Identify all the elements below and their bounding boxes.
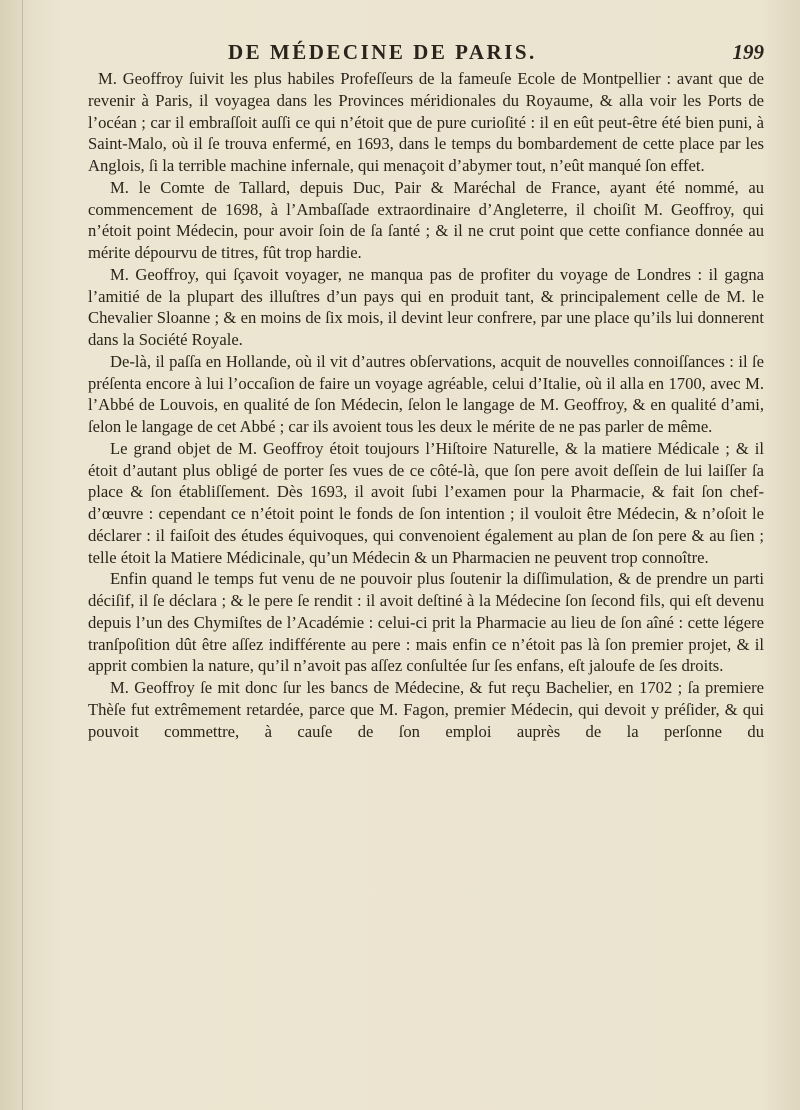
paragraph-5: Le grand objet de M. Geoffroy étoit toujours l’Hiſtoire Naturelle, & la matiere Médicale ; & il étoit d’autant plus obligé de porter ſes vues de ce côté-là, que ſon pere avoit deſſein de lui laiſſer ſa place & ſon établiſſement. Dès 1693, il avoit ſubi l’examen pour la Pharmacie, & fait ſon chef-d’œuvre : cependant ce n’étoit point le fonds de ſon intention ; il vouloit être Médecin, & n’oſoit le déclarer : il faiſoit des études équivoques, qui convenoient également au plan de ſon pere & au ſien ; telle étoit la Matiere Médicinale, qu’un Médecin & un Pharmacien ne peuvent trop connoître. [88,438,764,567]
page-number: 199 [732,40,764,64]
paragraph-7: M. Geoffroy ſe mit donc ſur les bancs de Médecine, & fut reçu Bachelier, en 1702 ; ſa premiere Thèſe fut extrêmement retardée, parce que M. Fagon, premier Médecin, qui devoit y préſider, & qui pouvoit commettre, à cauſe de ſon emploi auprès de la perſonne du [88,678,764,741]
text-block [88,68,764,742]
paragraph-1: M. Geoffroy ſuivit les plus habiles Profeſſeurs de la fameuſe Ecole de Montpellier : avant que de revenir à Paris, il voyagea dans les Provinces méridionales du Royaume, & alla voir les Ports de l’océan ; car il embraſſoit auſſi ce qui n’étoit que de pure curioſité : il en eût peut-être été bien puni, à Saint-Malo, où il ſe trouva enfermé, en 1693, dans le temps du bombardement de cette place par les Anglois, ſi la terrible machine infernale, qui menaçoit d’abymer tout, n’eût manqué ſon effet. [88,69,764,175]
running-head [88,40,764,66]
paragraph-3: M. Geoffroy, qui ſçavoit voyager, ne manqua pas de profiter du voyage de Londres : il gagna l’amitié de la plupart des illuſtres d’un pays qui en produit tant, & principalement celle de M. le Chevalier Sloanne ; & en moins de ſix mois, il devint leur confrere, par une place qu’ils lui donnerent dans la Société Royale. [88,264,764,349]
paragraph-4: De-là, il paſſa en Hollande, où il vit d’autres obſervations, acquit de nouvelles connoiſſances : il ſe préſenta encore à lui l’occaſion de faire un voyage agréable, celui d’Italie, où il alla en 1700, avec M. l’Abbé de Louvois, en qualité de ſon Médecin, ſelon le langage de M. Geoffroy, & en qualité d’ami, ſelon le langage de cet Abbé ; car ils avoient tous les deux le mérite de ne pas parler de même. [88,351,764,436]
paragraph-2: M. le Comte de Tallard, depuis Duc, Pair & Maréchal de France, ayant été nommé, au commencement de 1698, à l’Ambaſſade extraordinaire d’Angleterre, il choiſit M. Geoffroy, qui n’étoit point Médecin, pour avoir ſoin de ſa ſanté ; & il ne crut point que cette confiance donnée au mérite dépourvu de titres, fût trop hardie. [88,177,764,262]
running-title: DE MÉDECINE DE PARIS. [228,40,537,64]
paragraph-6: Enfin quand le temps fut venu de ne pouvoir plus ſoutenir la diſſimulation, & de prendre un parti déciſif, il ſe déclara ; & le pere ſe rendit : il avoit deſtiné à la Médecine ſon ſecond fils, qui eſt devenu depuis l’un des Chymiſtes de l’Académie : celui-ci prit la Pharmacie au lieu de ſon aîné : cette légere tranſpoſition dût être aſſez indifférente au pere : mais enfin ce n’étoit pas là ſon premier projet, & il apprit combien la nature, qu’il n’avoit pas aſſez conſultée ſur ſes enfans, eſt jaloufe de ſes droits. [88,569,764,676]
gutter-line [22,0,23,1110]
